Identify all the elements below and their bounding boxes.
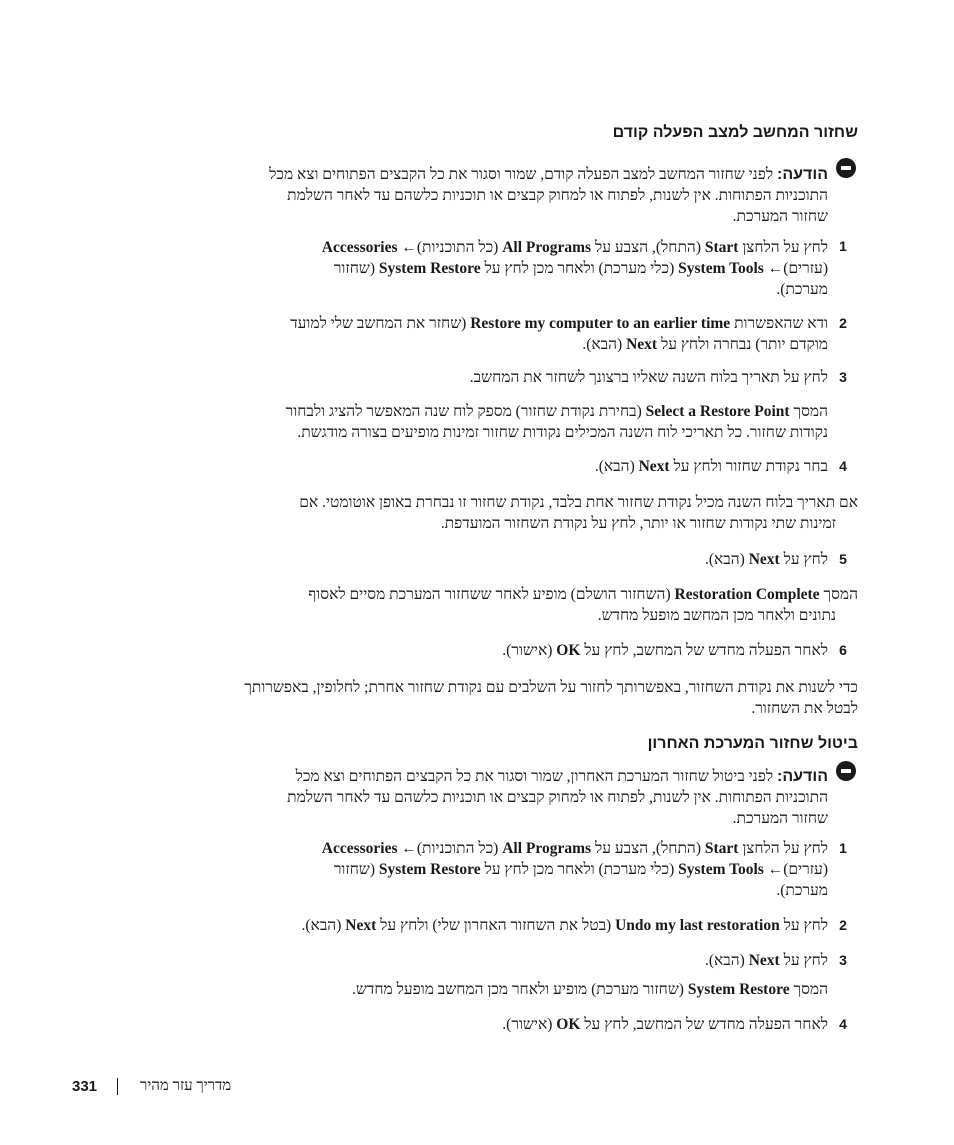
detail-line: המסך Restoration Complete (השחזור הושלם) מופיע לאחר ששחזור המערכת מסיים לאסוף (308, 586, 858, 603)
step-1 (208, 237, 828, 300)
step-line: לאחר הפעלה מחדש של המחשב, לחץ על OK (אישור). (502, 642, 828, 659)
step-number: 3 (839, 369, 847, 385)
paragraph-line: לבטל את השחזור. (751, 700, 858, 717)
ui-term: Next (748, 952, 780, 969)
section-heading-undo: ביטול שחזור המערכת האחרון (647, 735, 858, 752)
step-line: לחץ על הלחצן Start (התחל), הצבע על All Programs (כל התוכניות)← Accessories (321, 840, 828, 857)
detail-line: המסך System Restore (שחזור מערכת) מופיע ולאחר מכן המחשב מופעל מחדש. (352, 981, 828, 998)
notice-line: לפני ביטול שחזור המערכת האחרון, שמור וסגור את כל הקבצים הפתוחים וצא מכל (295, 768, 774, 785)
step-number: 1 (839, 238, 847, 254)
notice-box-2 (148, 766, 828, 829)
ui-term: All Programs (502, 840, 592, 857)
section-heading-restore: שחזור המחשב למצב הפעלה קודם (612, 124, 858, 141)
step-line: לחץ על תאריך בלוח השנה שאליו ברצונך לשחזר את המחשב. (469, 369, 828, 386)
footer-divider (117, 1078, 118, 1095)
step-line: לחץ על הלחצן Start (התחל), הצבע על All Programs (כל התוכניות)← Accessories (321, 239, 828, 256)
notice-label: הודעה: (777, 768, 828, 785)
notice-box-1 (128, 164, 828, 227)
step-6 (168, 640, 828, 661)
detail-line: נתונים ולאחר מכן המחשב מופעל מחדש. (597, 607, 836, 624)
step-number: 1 (839, 840, 847, 856)
undo-step-4 (168, 1014, 828, 1035)
step-4 (168, 456, 828, 477)
detail-line: אם תאריך בלוח השנה מכיל נקודת שחזור אחת בלבד, נקודת שחזור זו נבחרת באופן אוטומטי. אם (299, 494, 858, 511)
ui-term: Accessories (321, 840, 398, 857)
ui-term: Next (748, 551, 780, 568)
ui-term: Undo my last restoration (615, 917, 780, 934)
ui-term: OK (556, 642, 581, 659)
step-3-detail (168, 401, 828, 443)
notice-icon (836, 761, 856, 781)
notice-icon (836, 158, 856, 178)
undo-step-1 (208, 838, 828, 901)
ui-term: Accessories (321, 239, 398, 256)
ui-term: Select a Restore Point (645, 403, 790, 420)
notice-line: שחזור המערכת. (732, 208, 828, 225)
step-number: 2 (839, 917, 847, 933)
ui-term: Next (345, 917, 377, 934)
ui-term: Start (704, 239, 739, 256)
step-number: 6 (839, 642, 847, 658)
step-line: לאחר הפעלה מחדש של המחשב, לחץ על OK (אישור). (502, 1016, 828, 1033)
footer-title: מדריך עזר מהיר (140, 1078, 232, 1094)
step-3 (168, 367, 828, 388)
step-2 (168, 313, 828, 355)
notice-line: התוכניות הפתוחות. אין לשנות, לפתוח או למחוק קבצים או תוכניות כלשהם עד לאחר השלמת (287, 789, 828, 806)
step-line: מערכת). (776, 281, 828, 298)
step-line: (עזרים)← System Tools (כלי מערכת) ולאחר מכן לחץ על System Restore (שחזור (333, 861, 828, 878)
step-number: 3 (839, 952, 847, 968)
ui-term: Restore my computer to an earlier time (470, 315, 731, 332)
ui-term: Next (638, 458, 670, 475)
ui-term: OK (556, 1016, 581, 1033)
ui-term: System Restore (378, 861, 481, 878)
ui-term: System Restore (687, 981, 790, 998)
ui-term: System Tools (678, 861, 764, 878)
notice-line: לפני שחזור המחשב למצב הפעלה קודם, שמור וסגור את כל הקבצים הפתוחים וצא מכל (269, 166, 774, 183)
step-number: 2 (839, 315, 847, 331)
step-line: לחץ על Undo my last restoration (בטל את השחזור האחרון שלי) ולחץ על Next (הבא). (301, 917, 828, 934)
page-number: 331 (72, 1078, 98, 1095)
detail-line: נקודות שחזור. כל תאריכי לוח השנה המכילים נקודות שחזור זמינות מופיעים בצורה מודגשת. (297, 424, 828, 441)
ui-term: System Tools (678, 260, 764, 277)
step-line: לחץ על Next (הבא). (704, 952, 828, 969)
step-line: לחץ על Next (הבא). (704, 551, 828, 568)
ui-term: Start (704, 840, 739, 857)
step-line: בחר נקודת שחזור ולחץ על Next (הבא). (594, 458, 828, 475)
ui-term: Restoration Complete (674, 586, 820, 603)
closing-paragraph (138, 677, 858, 719)
ui-term: Next (626, 336, 658, 353)
notice-line: שחזור המערכת. (732, 810, 828, 827)
paragraph-line: כדי לשנות את נקודת השחזור, באפשרותך לחזור על השלבים עם נקודת שחזור אחרת; לחלופין, באפשרותך (244, 679, 858, 696)
step-number: 4 (839, 1016, 847, 1032)
detail-line: זמינות שתי נקודות שחזור או יותר, לחץ על נקודת השחזור המועדפת. (440, 515, 836, 532)
step-line: (עזרים)← System Tools (כלי מערכת) ולאחר מכן לחץ על System Restore (שחזור (333, 260, 828, 277)
ui-term: All Programs (502, 239, 592, 256)
notice-label: הודעה: (777, 166, 828, 183)
undo-step-2 (148, 915, 828, 936)
detail-line: המסך Select a Restore Point (בחירת נקודת שחזור) מספק לוח שנה המאפשר להציג ולבחור (285, 403, 828, 420)
step-line: מוקדם יותר) נבחרה ולחץ על Next (הבא). (582, 336, 828, 353)
step-5-detail (158, 584, 858, 626)
step-number: 4 (839, 458, 847, 474)
notice-line: התוכניות הפתוחות. אין לשנות, לפתוח או למחוק קבצים או תוכניות כלשהם עד לאחר השלמת (287, 187, 828, 204)
undo-step-3 (168, 950, 828, 971)
step-line: מערכת). (776, 882, 828, 899)
ui-term: System Restore (378, 260, 481, 277)
step-line: ודא שהאפשרות Restore my computer to an earlier time (שחזר את המחשב שלי למועד (290, 315, 828, 332)
step-number: 5 (839, 551, 847, 567)
step-5 (168, 549, 828, 570)
undo-step-3-detail (168, 979, 828, 1000)
step-4-detail (158, 492, 858, 534)
